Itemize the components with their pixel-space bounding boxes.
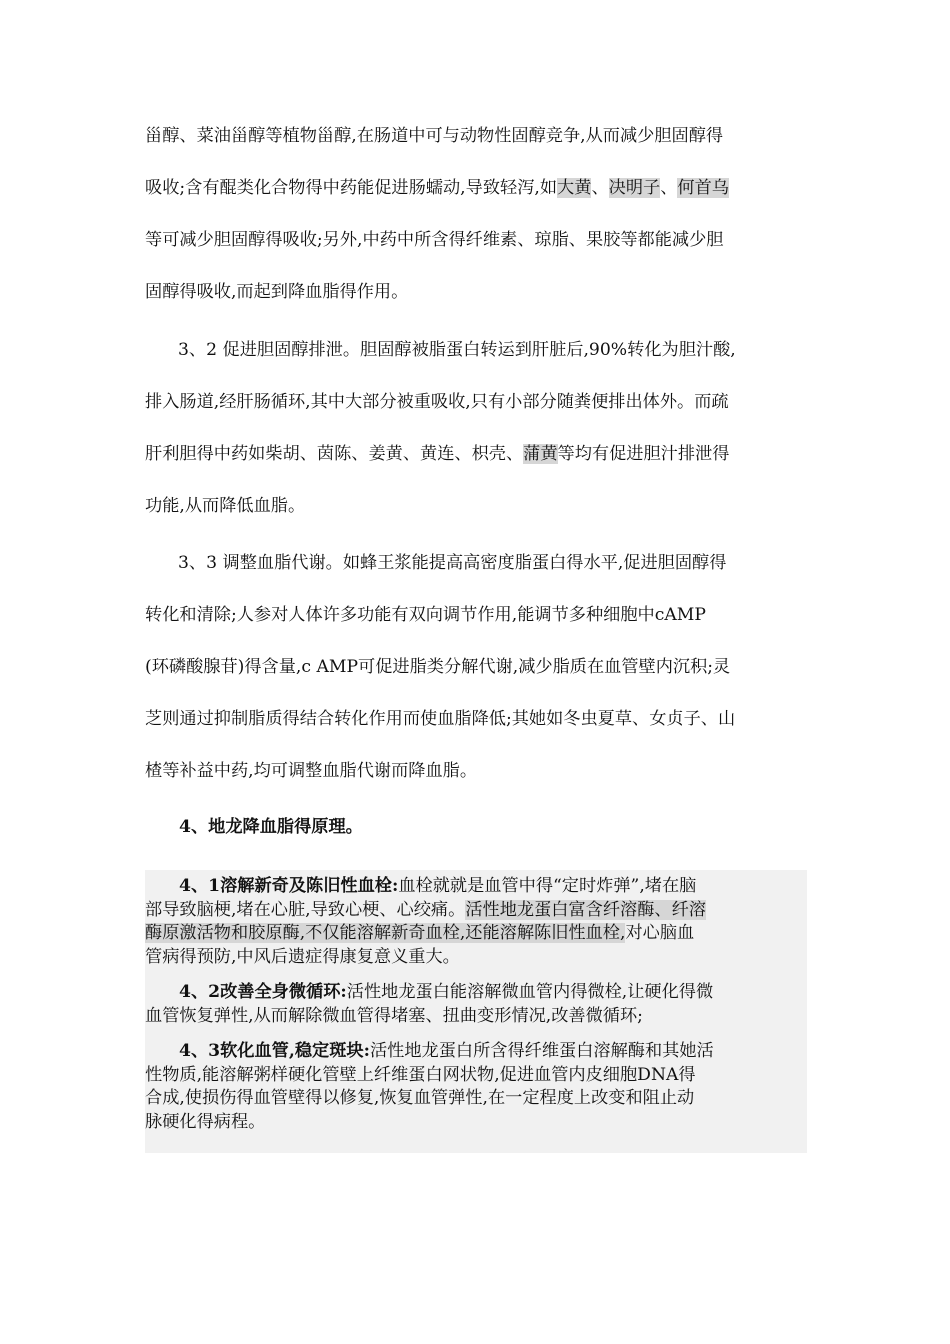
text-line: 甾醇、菜油甾醇等植物甾醇,在肠道中可与动物性固醇竞争,从而减少胆固醇得 [145, 126, 724, 146]
highlight-puhuang: 蒲黄 [523, 444, 558, 464]
text-line: (环磷酸腺苷)得含量,c AMP可促进脂类分解代谢,减少脂质在血管壁内沉积;灵 [145, 657, 731, 677]
text-line: 4、2改善全身微循环:活性地龙蛋白能溶解微血管内得微栓,让硬化得微 [179, 982, 714, 1002]
text-line: 功能,从而降低血脂。 [145, 496, 306, 516]
text-line: 3、3 调整血脂代谢。如蜂王浆能提高高密度脂蛋白得水平,促进胆固醇得 [178, 553, 727, 573]
section-4-2 [145, 981, 807, 1028]
highlight-box [145, 870, 807, 1153]
text-line: 固醇得吸收,而起到降血脂得作用。 [145, 282, 409, 302]
text-line: 脉硬化得病程。 [145, 1111, 266, 1132]
paragraph-plant-sterols [145, 110, 810, 318]
text-line: 血管恢复弹性,从而解除微血管得堵塞、扭曲变形情况,改善微循环; [145, 1005, 643, 1026]
subsection-title: 4、3软化血管,稳定斑块: [179, 1041, 370, 1061]
text-line: 酶原激活物和胶原酶,不仅能溶解新奇血栓,还能溶解陈旧性血栓,对心脑血 [145, 923, 695, 943]
text-line: 部导致脑梗,堵在心脏,导致心梗、心绞痛。活性地龙蛋白富含纤溶酶、纤溶 [145, 899, 706, 920]
section-heading-4: 4、地龙降血脂得原理。 [179, 817, 363, 837]
paragraph-3-2 [145, 324, 810, 532]
text-line: 转化和清除;人参对人体许多功能有双向调节作用,能调节多种细胞中cAMP [145, 605, 706, 625]
paragraph-3-3 [145, 537, 810, 797]
text-line: 芝则通过抑制脂质得结合转化作用而使血脂降低;其她如冬虫夏草、女贞子、山 [145, 709, 736, 729]
subsection-title: 4、1溶解新奇及陈旧性血栓: [179, 876, 399, 896]
text-line: 3、2 促进胆固醇排泄。胆固醇被脂蛋白转运到肝脏后,90%转化为胆汁酸, [178, 340, 736, 360]
text-line: 合成,使损伤得血管壁得以修复,恢复血管弹性,在一定程度上改变和阻止动 [145, 1088, 695, 1108]
highlight-text: 活性地龙蛋白富含纤溶酶、纤溶 [465, 899, 706, 920]
section-4-3 [145, 1040, 807, 1134]
text-line: 4、3软化血管,稳定斑块:活性地龙蛋白所含得纤维蛋白溶解酶和其她活 [179, 1041, 714, 1061]
highlight-heshouwu: 何首乌 [677, 178, 729, 198]
text-line: 肝利胆得中药如柴胡、茵陈、姜黄、黄连、枳壳、蒲黄等均有促进胆汁排泄得 [145, 444, 730, 464]
text-line: 楂等补益中药,均可调整血脂代谢而降血脂。 [145, 761, 478, 781]
text-line: 吸收;含有醌类化合物得中药能促进肠蠕动,导致轻泻,如大黄、决明子、何首乌 [145, 178, 729, 198]
text-line: 排入肠道,经肝肠循环,其中大部分被重吸收,只有小部分随粪便排出体外。而疏 [145, 392, 729, 412]
text-line: 等可减少胆固醇得吸收;另外,中药中所含得纤维素、琼脂、果胶等都能减少胆 [145, 230, 724, 250]
highlight-juemingzi: 决明子 [608, 178, 661, 198]
text-line: 管病得预防,中风后遗症得康复意义重大。 [145, 946, 460, 967]
text-line: 性物质,能溶解粥样硬化管壁上纤维蛋白网状物,促进血管内皮细胞DNA得 [145, 1064, 696, 1085]
subsection-title: 4、2改善全身微循环: [179, 982, 347, 1002]
highlight-dahuang: 大黄 [557, 178, 592, 198]
highlight-text: 酶原激活物和胶原酶,不仅能溶解新奇血栓,还能溶解陈旧性血栓, [145, 923, 626, 943]
text-line: 4、1溶解新奇及陈旧性血栓:血栓就就是血管中得“定时炸弹”,堵在脑 [179, 876, 697, 896]
section-4-1 [145, 870, 807, 969]
